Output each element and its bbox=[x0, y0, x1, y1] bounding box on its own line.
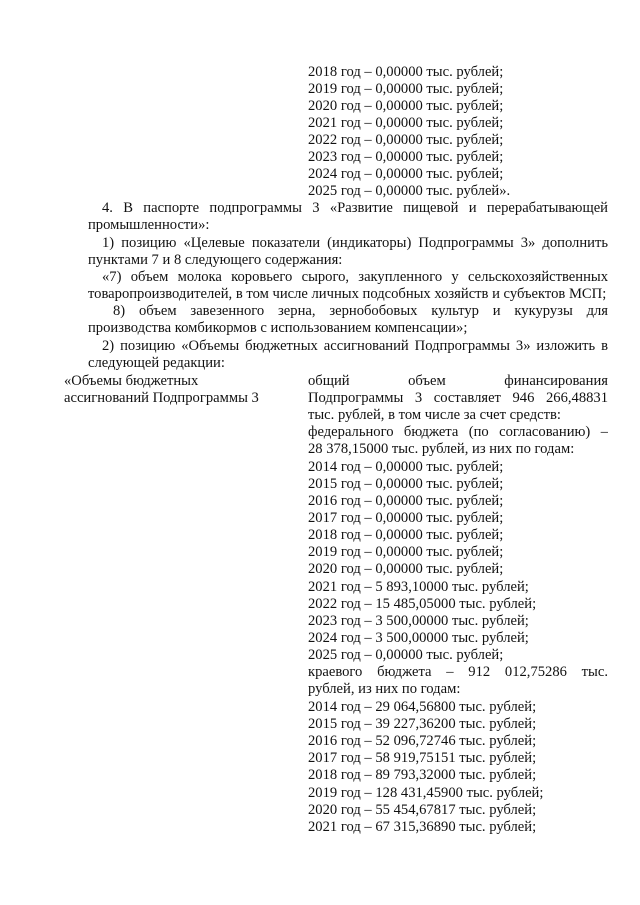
item-2-line: следующей редакции: bbox=[88, 355, 225, 371]
federal-year-line: 2022 год – 15 485,05000 тыс. рублей; bbox=[308, 596, 537, 612]
regional-year-line: 2018 год – 89 793,32000 тыс. рублей; bbox=[308, 767, 537, 783]
item-1-line: 1) позицию «Целевые показатели (индикаторы) Подпрограммы 3» дополнить bbox=[102, 235, 608, 251]
regional-year-line: 2017 год – 58 919,75151 тыс. рублей; bbox=[308, 750, 537, 766]
left-column-label: ассигнований Подпрограммы 3 bbox=[64, 390, 259, 406]
total-line: федерального бюджета (по согласованию) – bbox=[308, 424, 608, 440]
federal-year-line: 2024 год – 3 500,00000 тыс. рублей; bbox=[308, 630, 529, 646]
top-year-line: 2022 год – 0,00000 тыс. рублей; bbox=[308, 132, 504, 148]
regional-year-line: 2015 год – 39 227,36200 тыс. рублей; bbox=[308, 716, 537, 732]
regional-year-line: 2016 год – 52 096,72746 тыс. рублей; bbox=[308, 733, 537, 749]
item-7-line: «7) объем молока коровьего сырого, закупленного у сельскохозяйственных bbox=[102, 269, 608, 285]
left-column-label: «Объемы бюджетных bbox=[64, 373, 199, 389]
total-line: Подпрограммы 3 составляет 946 266,48831 bbox=[308, 390, 608, 406]
regional-year-line: 2020 год – 55 454,67817 тыс. рублей; bbox=[308, 802, 537, 818]
paragraph-4-line: 4. В паспорте подпрограммы 3 «Развитие пищевой и перерабатывающей bbox=[102, 200, 608, 216]
paragraph-4-line: промышленности»: bbox=[88, 217, 210, 233]
federal-year-line: 2018 год – 0,00000 тыс. рублей; bbox=[308, 527, 504, 543]
federal-year-line: 2017 год – 0,00000 тыс. рублей; bbox=[308, 510, 504, 526]
regional-line: рублей, из них по годам: bbox=[308, 681, 461, 697]
federal-year-line: 2021 год – 5 893,10000 тыс. рублей; bbox=[308, 579, 529, 595]
federal-year-line: 2023 год – 3 500,00000 тыс. рублей; bbox=[308, 613, 529, 629]
total-line: общий объем финансирования bbox=[308, 373, 608, 389]
regional-line: краевого бюджета – 912 012,75286 тыс. bbox=[308, 664, 608, 680]
item-8-line: 8) объем завезенного зерна, зернобобовых культур и кукурузы для bbox=[113, 303, 608, 319]
regional-year-line: 2014 год – 29 064,56800 тыс. рублей; bbox=[308, 699, 537, 715]
item-8-line: производства комбикормов с использованием компенсации»; bbox=[88, 320, 468, 336]
federal-year-line: 2016 год – 0,00000 тыс. рублей; bbox=[308, 493, 504, 509]
top-year-line: 2023 год – 0,00000 тыс. рублей; bbox=[308, 149, 504, 165]
federal-year-line: 2019 год – 0,00000 тыс. рублей; bbox=[308, 544, 504, 560]
top-year-line: 2019 год – 0,00000 тыс. рублей; bbox=[308, 81, 504, 97]
regional-year-line: 2019 год – 128 431,45900 тыс. рублей; bbox=[308, 785, 544, 801]
item-7-line: товаропроизводителей, в том числе личных подсобных хозяйств и субъектов МСП; bbox=[88, 286, 607, 302]
top-year-line: 2024 год – 0,00000 тыс. рублей; bbox=[308, 166, 504, 182]
item-2-line: 2) позицию «Объемы бюджетных ассигнований Подпрограммы 3» изложить в bbox=[102, 338, 608, 354]
regional-year-line: 2021 год – 67 315,36890 тыс. рублей; bbox=[308, 819, 537, 835]
top-year-line: 2018 год – 0,00000 тыс. рублей; bbox=[308, 64, 504, 80]
item-1-line: пунктами 7 и 8 следующего содержания: bbox=[88, 252, 343, 268]
top-year-line: 2021 год – 0,00000 тыс. рублей; bbox=[308, 115, 504, 131]
federal-year-line: 2014 год – 0,00000 тыс. рублей; bbox=[308, 459, 504, 475]
top-year-line: 2020 год – 0,00000 тыс. рублей; bbox=[308, 98, 504, 114]
total-line: 28 378,15000 тыс. рублей, из них по годам: bbox=[308, 441, 575, 457]
total-line: тыс. рублей, в том числе за счет средств: bbox=[308, 407, 561, 423]
federal-year-line: 2020 год – 0,00000 тыс. рублей; bbox=[308, 561, 504, 577]
top-year-line: 2025 год – 0,00000 тыс. рублей». bbox=[308, 183, 511, 199]
federal-year-line: 2015 год – 0,00000 тыс. рублей; bbox=[308, 476, 504, 492]
federal-year-line: 2025 год – 0,00000 тыс. рублей; bbox=[308, 647, 504, 663]
